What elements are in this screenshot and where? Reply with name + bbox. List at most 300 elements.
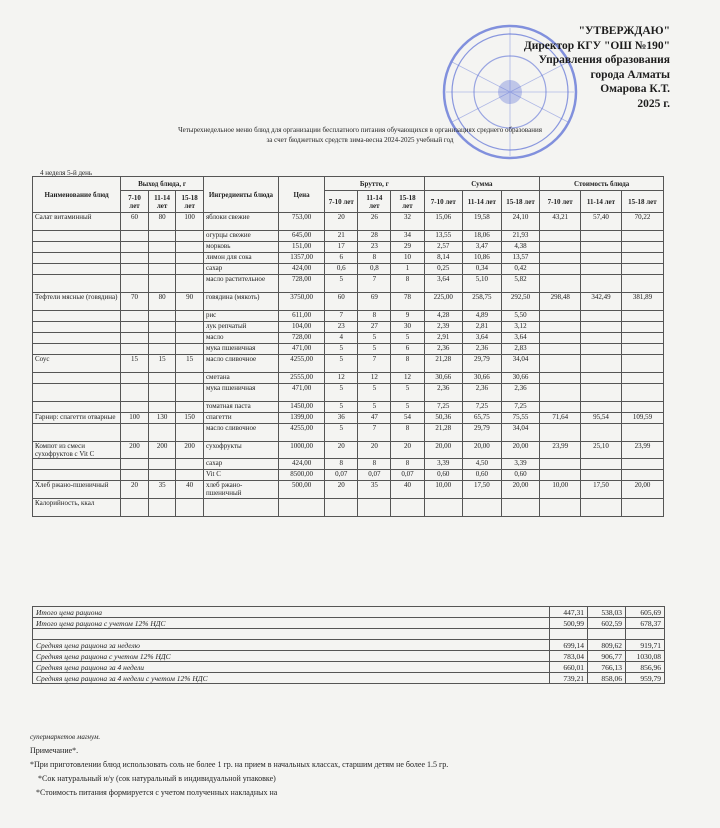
cell-brutto: 7 bbox=[358, 355, 391, 373]
cell-sum: 3,12 bbox=[501, 322, 540, 333]
cell-cost: 43,21 bbox=[540, 213, 581, 231]
header-age: 7-10 лет bbox=[540, 191, 581, 213]
cell-output bbox=[121, 459, 149, 470]
cell-output bbox=[176, 253, 204, 264]
cell-cost bbox=[581, 322, 622, 333]
cell-cost: 381,89 bbox=[621, 293, 663, 311]
cell-cost bbox=[581, 344, 622, 355]
cell-dish bbox=[33, 253, 121, 264]
cell-brutto: 20 bbox=[391, 442, 424, 459]
totals-value: 739,21 bbox=[550, 673, 588, 684]
cell-ingredient: лимон для сока bbox=[203, 253, 278, 264]
cell-output bbox=[148, 459, 176, 470]
cell-dish bbox=[33, 344, 121, 355]
note-line: *Сок натуральный и/у (сок натуральный в индивидуальной упаковке) bbox=[38, 774, 276, 783]
note-line: *Стоимость питания формируется с учетом полученных накладных на bbox=[36, 788, 278, 797]
cell-brutto bbox=[391, 499, 424, 517]
cell-sum: 10,00 bbox=[424, 481, 463, 499]
cell-output bbox=[176, 373, 204, 384]
cell-output bbox=[176, 470, 204, 481]
cell-output bbox=[121, 470, 149, 481]
cell-brutto: 12 bbox=[325, 373, 358, 384]
cell-brutto: 8 bbox=[391, 275, 424, 293]
cell-price: 471,00 bbox=[278, 344, 324, 355]
cell-cost bbox=[621, 459, 663, 470]
header-price: Цена bbox=[278, 177, 324, 213]
cell-output bbox=[121, 344, 149, 355]
cell-cost bbox=[540, 275, 581, 293]
cell-output bbox=[176, 424, 204, 442]
header-age: 7-10 лет bbox=[325, 191, 358, 213]
cell-output: 200 bbox=[176, 442, 204, 459]
cell-output: 20 bbox=[121, 481, 149, 499]
totals-value: 660,01 bbox=[550, 662, 588, 673]
totals-value: 699,14 bbox=[550, 640, 588, 651]
header-age: 15-18 лет bbox=[391, 191, 424, 213]
cell-sum bbox=[424, 499, 463, 517]
cell-sum: 292,50 bbox=[501, 293, 540, 311]
totals-label: Средняя цена рациона за 4 недели с учетом 12% НДС bbox=[33, 673, 550, 684]
cell-sum: 7,25 bbox=[424, 402, 463, 413]
totals-value: 856,96 bbox=[626, 662, 665, 673]
cell-dish bbox=[33, 242, 121, 253]
cell-ingredient: морковь bbox=[203, 242, 278, 253]
cell-dish: Салат витаминный bbox=[33, 213, 121, 231]
cell-brutto: 78 bbox=[391, 293, 424, 311]
header-dish: Наименование блюд bbox=[33, 177, 121, 213]
table-row bbox=[33, 424, 664, 442]
cell-price: 611,00 bbox=[278, 311, 324, 322]
cell-output bbox=[121, 242, 149, 253]
cell-sum: 3,47 bbox=[463, 242, 502, 253]
cell-cost bbox=[581, 242, 622, 253]
cell-ingredient: Vit C bbox=[203, 470, 278, 481]
cell-sum: 2,57 bbox=[424, 242, 463, 253]
cell-ingredient: сметана bbox=[203, 373, 278, 384]
cell-dish: Хлеб ржано-пшеничный bbox=[33, 481, 121, 499]
cell-price bbox=[278, 499, 324, 517]
cell-brutto: 8 bbox=[358, 459, 391, 470]
cell-brutto: 5 bbox=[358, 344, 391, 355]
cell-sum: 20,00 bbox=[501, 442, 540, 459]
cell-brutto: 5 bbox=[358, 333, 391, 344]
cell-sum: 3,64 bbox=[501, 333, 540, 344]
cell-sum: 29,79 bbox=[463, 355, 502, 373]
cell-output bbox=[148, 373, 176, 384]
table-row bbox=[33, 373, 664, 384]
cell-sum: 258,75 bbox=[463, 293, 502, 311]
cell-ingredient: говядина (мякоть) bbox=[203, 293, 278, 311]
cell-ingredient: масло сливочное bbox=[203, 355, 278, 373]
cell-cost bbox=[581, 311, 622, 322]
cell-output bbox=[121, 311, 149, 322]
cell-sum: 75,55 bbox=[501, 413, 540, 424]
totals-label: Средняя цена рациона за 4 недели bbox=[33, 662, 550, 673]
cell-brutto: 20 bbox=[325, 442, 358, 459]
cell-brutto: 20 bbox=[358, 442, 391, 459]
cell-sum: 7,25 bbox=[463, 402, 502, 413]
cell-dish: Калорийность, ккал bbox=[33, 499, 121, 517]
header-brutto: Брутто, г bbox=[325, 177, 424, 191]
cell-sum: 0,60 bbox=[501, 470, 540, 481]
cell-sum: 13,57 bbox=[501, 253, 540, 264]
cell-dish bbox=[33, 333, 121, 344]
cell-price: 3750,00 bbox=[278, 293, 324, 311]
cell-brutto: 17 bbox=[325, 242, 358, 253]
cell-brutto: 35 bbox=[358, 481, 391, 499]
cell-price: 151,00 bbox=[278, 242, 324, 253]
cell-sum: 2,36 bbox=[463, 344, 502, 355]
cell-cost bbox=[540, 499, 581, 517]
cell-brutto: 5 bbox=[325, 424, 358, 442]
cell-sum: 34,04 bbox=[501, 355, 540, 373]
table-row bbox=[33, 355, 664, 373]
cell-sum: 2,81 bbox=[463, 322, 502, 333]
cell-sum: 4,89 bbox=[463, 311, 502, 322]
cell-sum: 10,86 bbox=[463, 253, 502, 264]
cell-cost bbox=[621, 499, 663, 517]
cell-sum: 3,64 bbox=[424, 275, 463, 293]
cell-sum: 5,10 bbox=[463, 275, 502, 293]
cell-brutto: 34 bbox=[391, 231, 424, 242]
cell-output bbox=[148, 499, 176, 517]
cell-brutto: 0,07 bbox=[358, 470, 391, 481]
header-output: Выход блюда, г bbox=[121, 177, 204, 191]
cell-cost bbox=[540, 311, 581, 322]
cell-output bbox=[176, 322, 204, 333]
cell-brutto: 6 bbox=[391, 344, 424, 355]
notes-section bbox=[30, 730, 690, 800]
cell-cost bbox=[621, 384, 663, 402]
table-row bbox=[33, 213, 664, 231]
cell-dish bbox=[33, 322, 121, 333]
cell-output bbox=[121, 424, 149, 442]
cell-sum: 4,38 bbox=[501, 242, 540, 253]
title-line-2: за счет бюджетных средств зима-весна 2024-2025 учебный год bbox=[266, 136, 454, 144]
cell-brutto: 8 bbox=[325, 459, 358, 470]
cell-ingredient: мука пшеничная bbox=[203, 344, 278, 355]
cell-output: 80 bbox=[148, 293, 176, 311]
cell-price: 1357,00 bbox=[278, 253, 324, 264]
cell-ingredient: рис bbox=[203, 311, 278, 322]
totals-value: 605,69 bbox=[626, 607, 665, 618]
cell-sum: 21,28 bbox=[424, 355, 463, 373]
cell-output bbox=[121, 275, 149, 293]
table-row bbox=[33, 311, 664, 322]
cell-cost: 95,54 bbox=[581, 413, 622, 424]
cell-brutto: 12 bbox=[358, 373, 391, 384]
cell-dish bbox=[33, 470, 121, 481]
header-age: 15-18 лет bbox=[621, 191, 663, 213]
cell-sum: 20,00 bbox=[424, 442, 463, 459]
cell-brutto: 7 bbox=[358, 275, 391, 293]
cell-sum: 50,36 bbox=[424, 413, 463, 424]
cell-brutto: 60 bbox=[325, 293, 358, 311]
cell-dish bbox=[33, 402, 121, 413]
cell-cost: 71,64 bbox=[540, 413, 581, 424]
cell-ingredient: сахар bbox=[203, 264, 278, 275]
header-sum: Сумма bbox=[424, 177, 540, 191]
cell-dish bbox=[33, 424, 121, 442]
cell-cost bbox=[581, 424, 622, 442]
header-age: 11-14 лет bbox=[463, 191, 502, 213]
cell-cost: 70,22 bbox=[621, 213, 663, 231]
totals-label: Итого цена рациона с учетом 12% НДС bbox=[33, 618, 550, 629]
cell-cost bbox=[540, 264, 581, 275]
cell-output bbox=[176, 499, 204, 517]
cell-cost bbox=[581, 355, 622, 373]
table-row bbox=[33, 413, 664, 424]
cell-brutto: 20 bbox=[325, 481, 358, 499]
cell-output bbox=[176, 264, 204, 275]
cell-output: 15 bbox=[176, 355, 204, 373]
totals-row bbox=[33, 640, 665, 651]
cell-sum: 5,50 bbox=[501, 311, 540, 322]
totals-value: 858,06 bbox=[588, 673, 626, 684]
week-label: 4 неделя 5-й день bbox=[40, 169, 93, 177]
cell-cost bbox=[581, 264, 622, 275]
table-row bbox=[33, 344, 664, 355]
cell-brutto: 47 bbox=[358, 413, 391, 424]
cell-brutto: 1 bbox=[391, 264, 424, 275]
cell-brutto: 5 bbox=[325, 402, 358, 413]
cell-output bbox=[121, 373, 149, 384]
cell-ingredient: хлеб ржано-пшеничный bbox=[203, 481, 278, 499]
cell-sum bbox=[501, 499, 540, 517]
totals-value: 959,79 bbox=[626, 673, 665, 684]
cell-dish bbox=[33, 384, 121, 402]
cell-brutto: 5 bbox=[391, 384, 424, 402]
cell-sum: 17,50 bbox=[463, 481, 502, 499]
header-ingredients: Ингредиенты блюда bbox=[203, 177, 278, 213]
cell-cost: 109,59 bbox=[621, 413, 663, 424]
cell-output bbox=[176, 384, 204, 402]
table-row bbox=[33, 470, 664, 481]
cell-output: 100 bbox=[176, 213, 204, 231]
totals-value: 919,71 bbox=[626, 640, 665, 651]
cell-cost: 23,99 bbox=[540, 442, 581, 459]
cell-sum: 24,10 bbox=[501, 213, 540, 231]
cell-cost bbox=[581, 373, 622, 384]
cell-output bbox=[148, 231, 176, 242]
cell-sum: 34,04 bbox=[501, 424, 540, 442]
cell-price: 4255,00 bbox=[278, 424, 324, 442]
cell-cost bbox=[581, 459, 622, 470]
header-age: 11-14 лет bbox=[148, 191, 176, 213]
cell-dish: Соус bbox=[33, 355, 121, 373]
cell-output: 150 bbox=[176, 413, 204, 424]
cell-output bbox=[121, 231, 149, 242]
cell-output bbox=[176, 275, 204, 293]
cell-cost bbox=[581, 499, 622, 517]
cell-sum: 3,39 bbox=[501, 459, 540, 470]
table-row bbox=[33, 322, 664, 333]
totals-row bbox=[33, 673, 665, 684]
cell-brutto: 0,6 bbox=[325, 264, 358, 275]
cell-sum: 0,60 bbox=[463, 470, 502, 481]
cell-ingredient: сухофрукты bbox=[203, 442, 278, 459]
cell-sum: 2,39 bbox=[424, 322, 463, 333]
cell-output bbox=[148, 470, 176, 481]
cell-sum: 2,36 bbox=[463, 384, 502, 402]
cell-output: 15 bbox=[121, 355, 149, 373]
cell-cost bbox=[540, 333, 581, 344]
table-row bbox=[33, 499, 664, 517]
cell-ingredient: яблоки свежие bbox=[203, 213, 278, 231]
cell-brutto: 5 bbox=[358, 384, 391, 402]
cell-brutto: 30 bbox=[391, 322, 424, 333]
totals-value: 766,13 bbox=[588, 662, 626, 673]
cell-cost bbox=[540, 470, 581, 481]
cell-sum: 19,58 bbox=[463, 213, 502, 231]
cell-cost bbox=[581, 333, 622, 344]
cell-brutto: 8 bbox=[358, 311, 391, 322]
totals-row bbox=[33, 618, 665, 629]
totals-value: 538,03 bbox=[588, 607, 626, 618]
cell-brutto: 9 bbox=[391, 311, 424, 322]
cell-cost bbox=[540, 242, 581, 253]
cell-sum: 5,82 bbox=[501, 275, 540, 293]
cell-sum: 20,00 bbox=[501, 481, 540, 499]
cell-price: 728,00 bbox=[278, 333, 324, 344]
table-row bbox=[33, 442, 664, 459]
note-line: Примечание*. bbox=[30, 746, 79, 755]
cell-brutto: 20 bbox=[325, 213, 358, 231]
cell-brutto: 7 bbox=[325, 311, 358, 322]
totals-value: 447,31 bbox=[550, 607, 588, 618]
cell-cost bbox=[581, 275, 622, 293]
cell-dish bbox=[33, 373, 121, 384]
cell-price: 753,00 bbox=[278, 213, 324, 231]
cell-cost bbox=[621, 242, 663, 253]
cell-cost bbox=[581, 470, 622, 481]
cell-sum: 0,42 bbox=[501, 264, 540, 275]
cell-ingredient bbox=[203, 499, 278, 517]
cell-output bbox=[176, 344, 204, 355]
cell-cost bbox=[621, 322, 663, 333]
note-line: супермаркетов магнум. bbox=[30, 733, 101, 741]
cell-ingredient: лук репчатый bbox=[203, 322, 278, 333]
table-row bbox=[33, 231, 664, 242]
cell-brutto bbox=[358, 499, 391, 517]
cell-output bbox=[148, 253, 176, 264]
cell-dish bbox=[33, 311, 121, 322]
cell-cost: 25,10 bbox=[581, 442, 622, 459]
cell-dish: Компот из смеси сухофруктов с Vit C bbox=[33, 442, 121, 459]
cell-ingredient: сахар bbox=[203, 459, 278, 470]
cell-cost bbox=[540, 373, 581, 384]
cell-sum: 4,50 bbox=[463, 459, 502, 470]
cell-sum: 30,66 bbox=[501, 373, 540, 384]
cell-sum: 225,00 bbox=[424, 293, 463, 311]
cell-cost bbox=[621, 470, 663, 481]
cell-cost bbox=[540, 424, 581, 442]
cell-price: 8500,00 bbox=[278, 470, 324, 481]
cell-price: 1399,00 bbox=[278, 413, 324, 424]
totals-table bbox=[32, 606, 665, 684]
cell-sum: 65,75 bbox=[463, 413, 502, 424]
cell-output: 40 bbox=[176, 481, 204, 499]
cell-cost: 57,40 bbox=[581, 213, 622, 231]
cell-cost bbox=[540, 253, 581, 264]
totals-row bbox=[33, 607, 665, 618]
cell-brutto: 5 bbox=[325, 275, 358, 293]
header-age: 7-10 лет bbox=[121, 191, 149, 213]
cell-output bbox=[121, 384, 149, 402]
cell-sum: 8,14 bbox=[424, 253, 463, 264]
cell-brutto: 54 bbox=[391, 413, 424, 424]
totals-row bbox=[33, 662, 665, 673]
totals-label: Средняя цена рациона за неделю bbox=[33, 640, 550, 651]
cell-brutto: 5 bbox=[325, 355, 358, 373]
totals-label: Средняя цена рациона с учетом 12% НДС bbox=[33, 651, 550, 662]
cell-cost bbox=[621, 275, 663, 293]
table-row bbox=[33, 293, 664, 311]
cell-cost bbox=[581, 402, 622, 413]
cell-output bbox=[148, 322, 176, 333]
cell-output: 200 bbox=[121, 442, 149, 459]
cell-ingredient: масло bbox=[203, 333, 278, 344]
cell-brutto: 5 bbox=[325, 344, 358, 355]
cell-output bbox=[121, 333, 149, 344]
cell-ingredient: масло растительное bbox=[203, 275, 278, 293]
cell-dish bbox=[33, 264, 121, 275]
cell-price: 2555,00 bbox=[278, 373, 324, 384]
cell-sum bbox=[463, 499, 502, 517]
cell-output bbox=[121, 253, 149, 264]
cell-cost bbox=[581, 231, 622, 242]
cell-sum: 0,34 bbox=[463, 264, 502, 275]
cell-cost: 342,49 bbox=[581, 293, 622, 311]
cell-output bbox=[148, 344, 176, 355]
cell-output bbox=[121, 402, 149, 413]
cell-sum: 21,28 bbox=[424, 424, 463, 442]
cell-cost bbox=[621, 231, 663, 242]
table-row bbox=[33, 242, 664, 253]
cell-sum: 0,60 bbox=[424, 470, 463, 481]
cell-sum: 2,83 bbox=[501, 344, 540, 355]
totals-value: 678,37 bbox=[626, 618, 665, 629]
totals-row bbox=[33, 629, 665, 640]
totals-row bbox=[33, 651, 665, 662]
cell-cost bbox=[621, 402, 663, 413]
cell-brutto: 5 bbox=[358, 402, 391, 413]
cell-brutto: 12 bbox=[391, 373, 424, 384]
document-title bbox=[60, 125, 660, 145]
cell-cost: 23,99 bbox=[621, 442, 663, 459]
cell-dish bbox=[33, 459, 121, 470]
cell-output: 100 bbox=[121, 413, 149, 424]
cell-brutto: 5 bbox=[325, 384, 358, 402]
cell-price: 424,00 bbox=[278, 264, 324, 275]
cell-brutto: 8 bbox=[358, 253, 391, 264]
cell-sum: 7,25 bbox=[501, 402, 540, 413]
table-row bbox=[33, 384, 664, 402]
cell-sum: 4,28 bbox=[424, 311, 463, 322]
cell-cost: 20,00 bbox=[621, 481, 663, 499]
cell-cost bbox=[621, 311, 663, 322]
cell-output: 200 bbox=[148, 442, 176, 459]
header-cost: Стоимость блюда bbox=[540, 177, 664, 191]
cell-ingredient: мука пшеничная bbox=[203, 384, 278, 402]
cell-cost bbox=[621, 424, 663, 442]
cell-brutto: 29 bbox=[391, 242, 424, 253]
cell-brutto: 0,07 bbox=[391, 470, 424, 481]
totals-value: 1030,08 bbox=[626, 651, 665, 662]
cell-output bbox=[176, 231, 204, 242]
cell-sum: 30,66 bbox=[463, 373, 502, 384]
header-age: 15-18 лет bbox=[176, 191, 204, 213]
